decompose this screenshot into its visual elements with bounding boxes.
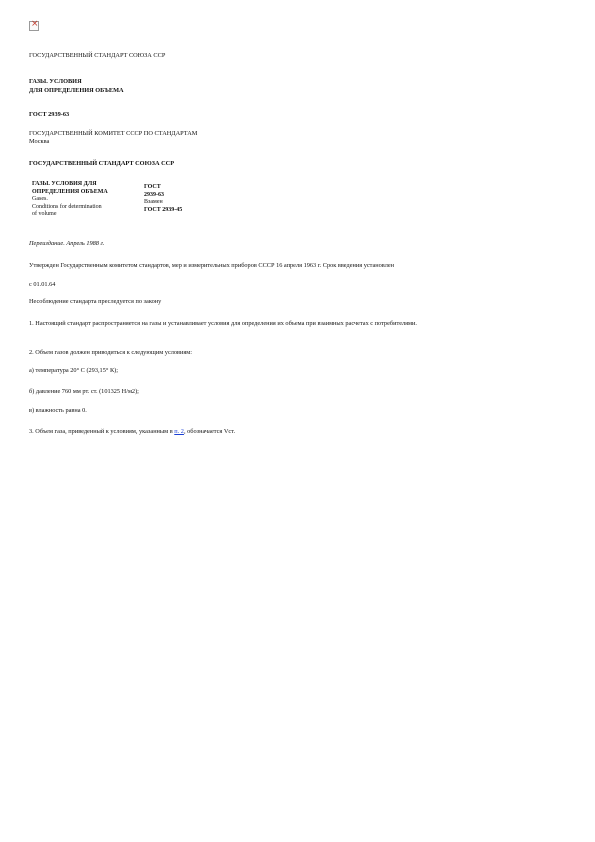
item-a: а) температура 20° С (293,15° К); xyxy=(29,367,118,374)
paragraph-3 xyxy=(29,428,235,436)
paragraph-1: 1. Настоящий стандарт распространяется на газы и устанавливает условия для определения их объема при взаимных расчетах с потребителями. xyxy=(29,320,417,327)
committee-name: ГОСУДАРСТВЕННЫЙ КОМИТЕТ СССР ПО СТАНДАРТАМ xyxy=(29,130,198,137)
paragraph-2: 2. Объем газов должен приводиться к следующим условиям: xyxy=(29,349,193,356)
replace-code: ГОСТ 2939-45 xyxy=(144,206,183,213)
title-en-line-2: Conditions for determination xyxy=(32,203,102,210)
title-table-left-cell xyxy=(30,181,142,219)
replace-label: Взамен xyxy=(144,199,163,205)
item-c: в) влажность равна 0. xyxy=(29,407,87,414)
title-line-1: ГАЗЫ. УСЛОВИЯ xyxy=(29,78,82,85)
approval-text: Утвержден Государственным комитетом стандартов, мер и измерительных приборов СССР 16 апреля 1963 г. Срок введения установлен xyxy=(29,262,395,269)
broken-image-icon xyxy=(29,21,39,31)
title-ru-line-2: ОПРЕДЕЛЕНИЯ ОБЪЕМА xyxy=(32,188,108,195)
title-ru-line-1: ГАЗЫ. УСЛОВИЯ ДЛЯ xyxy=(32,181,97,187)
item-b: б) давление 760 мм рт. ст. (101325 Н/м2); xyxy=(29,388,139,395)
paragraph-3-text-before: 3. Объем газа, приведенный к условиям, указанным в xyxy=(29,428,175,435)
title-table xyxy=(30,181,184,219)
title-en-line-3: of volume xyxy=(32,211,57,217)
paragraph-3-text-after: , обозначается Vст. xyxy=(183,428,236,435)
city: Москва xyxy=(29,138,50,145)
violation-notice: Несоблюдение стандарта преследуется по закону xyxy=(29,298,162,305)
title-table-right-cell xyxy=(142,181,184,219)
standard-org-heading-2: ГОСУДАРСТВЕННЫЙ СТАНДАРТ СОЮЗА ССР xyxy=(29,160,175,167)
standard-org-heading: ГОСУДАРСТВЕННЫЙ СТАНДАРТ СОЮЗА ССР xyxy=(29,52,166,59)
title-en-line-1: Gases. xyxy=(32,196,48,202)
clause-2-link[interactable]: п. 2 xyxy=(174,428,184,435)
reprint-note: Переиздание. Апрель 1988 г. xyxy=(29,240,105,247)
title-line-2: ДЛЯ ОПРЕДЕЛЕНИЯ ОБЪЕМА xyxy=(29,87,124,94)
effective-date: с 01.01.64 xyxy=(29,281,56,288)
gost-label: ГОСТ xyxy=(144,184,161,190)
gost-code-cell: 2939-63 xyxy=(144,191,164,198)
gost-code: ГОСТ 2939-63 xyxy=(29,111,70,118)
